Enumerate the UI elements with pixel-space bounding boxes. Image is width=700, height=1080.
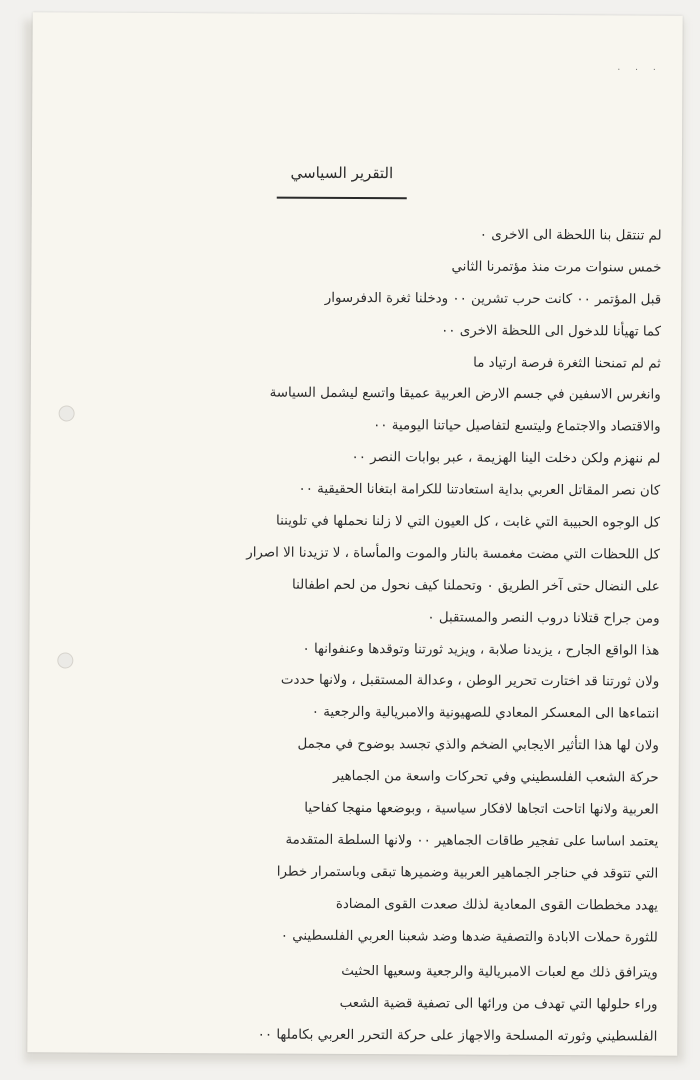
- text-line: انتماءها الى المعسكر المعادي للصهيونية والامبريالية والرجعية ٠: [311, 705, 660, 722]
- punch-hole-top: [59, 405, 75, 421]
- text-line: يعتمد اساسا على تفجير طاقات الجماهير ٠٠ ولانها السلطة المتقدمة: [285, 832, 659, 850]
- text-line: هذا الواقع الجارح ، يزيدنا صلابة ، ويزيد ثورتنا وتوقدها وعنفوانها ٠: [302, 641, 660, 659]
- document-page: [27, 12, 682, 1055]
- text-line: ولان ثورتنا قد اختارت تحرير الوطن ، وعدالة المستقبل ، ولانها حددت: [280, 673, 660, 691]
- document-title: التقرير السياسي: [290, 163, 394, 183]
- text-line: لم ننهزم ولكن دخلت الينا الهزيمة ، عبر بوابات النصر ٠٠: [351, 450, 661, 467]
- text-line: وانغرس الاسفين في جسم الارض العربية عميقا واتسع ليشمل السياسة: [269, 386, 661, 404]
- document-body: [92, 218, 661, 1054]
- text-line: حركة الشعب الفلسطيني وفي تحركات واسعة من الجماهير: [333, 769, 659, 786]
- text-line: ويترافق ذلك مع لعبات الامبريالية والرجعية وسعيها الحثيث: [341, 964, 658, 982]
- text-line: لم تنتقل بنا اللحظة الى الاخرى ٠: [479, 227, 662, 244]
- text-line: قبل المؤتمر ٠٠ كانت حرب تشرين ٠٠ ودخلنا ثغرة الدفرسوار: [324, 290, 662, 308]
- text-line: والاقتصاد والاجتماع وليتسع لتفاصيل حياتنا اليومية ٠٠: [373, 418, 661, 435]
- text-line: العربية ولانها اتاحت اتجاها لافكار سياسية ، وبوضعها منهجا كفاحيا: [304, 800, 659, 818]
- text-line: وراء حلولها التي تهدف من ورائها الى تصفية قضية الشعب: [339, 996, 658, 1013]
- text-line: ثم لم تمنحنا الثغرة فرصة ارتياد ما: [473, 355, 661, 372]
- title-underline: [277, 197, 407, 199]
- text-line: كل الوجوه الحبيبة التي غابت ، كل العيون التي لا زلنا نحملها في تلويننا: [276, 513, 661, 531]
- text-line: على النضال حتى آخر الطريق ٠ وتحملنا كيف نحول من لحم اطفالنا: [292, 577, 660, 595]
- text-line: التي تتوقد في حناجر الجماهير العربية وضميرها تبقى وباستمرار خطرا: [276, 864, 659, 882]
- punch-hole-bottom: [57, 652, 73, 668]
- text-line: ومن جراح قتلانا دروب النصر والمستقبل ٠: [427, 610, 660, 627]
- text-line: كان نصر المقاتل العربي بداية استعادتنا للكرامة ابتغانا الحقيقية ٠٠: [298, 481, 661, 499]
- text-line: يهدد مخططات القوى المعادية لذلك صعدت القوى المضادة: [335, 896, 659, 914]
- text-line: للثورة حملات الابادة والتصفية ضدها وضد شعبنا العربي الفلسطيني ٠: [280, 928, 658, 946]
- text-line: خمس سنوات مرت منذ مؤتمرنا الثاني: [451, 259, 662, 276]
- text-line: الفلسطيني وثورته المسلحة والاجهاز على حركة التحرر العربي بكاملها ٠٠: [257, 1027, 658, 1045]
- paper-specks: · · ·: [617, 65, 662, 76]
- text-line: كما تهيأنا للدخول الى اللحظة الاخرى ٠٠: [441, 323, 662, 340]
- text-line: ولان لها هذا التأثير الايجابي الضخم والذي تجسد بوضوح في مجمل: [297, 736, 659, 754]
- text-line: كل اللحظات التي مضت مغمسة بالنار والموت والمأساة ، لا تزيدنا الا اصرار: [246, 545, 660, 563]
